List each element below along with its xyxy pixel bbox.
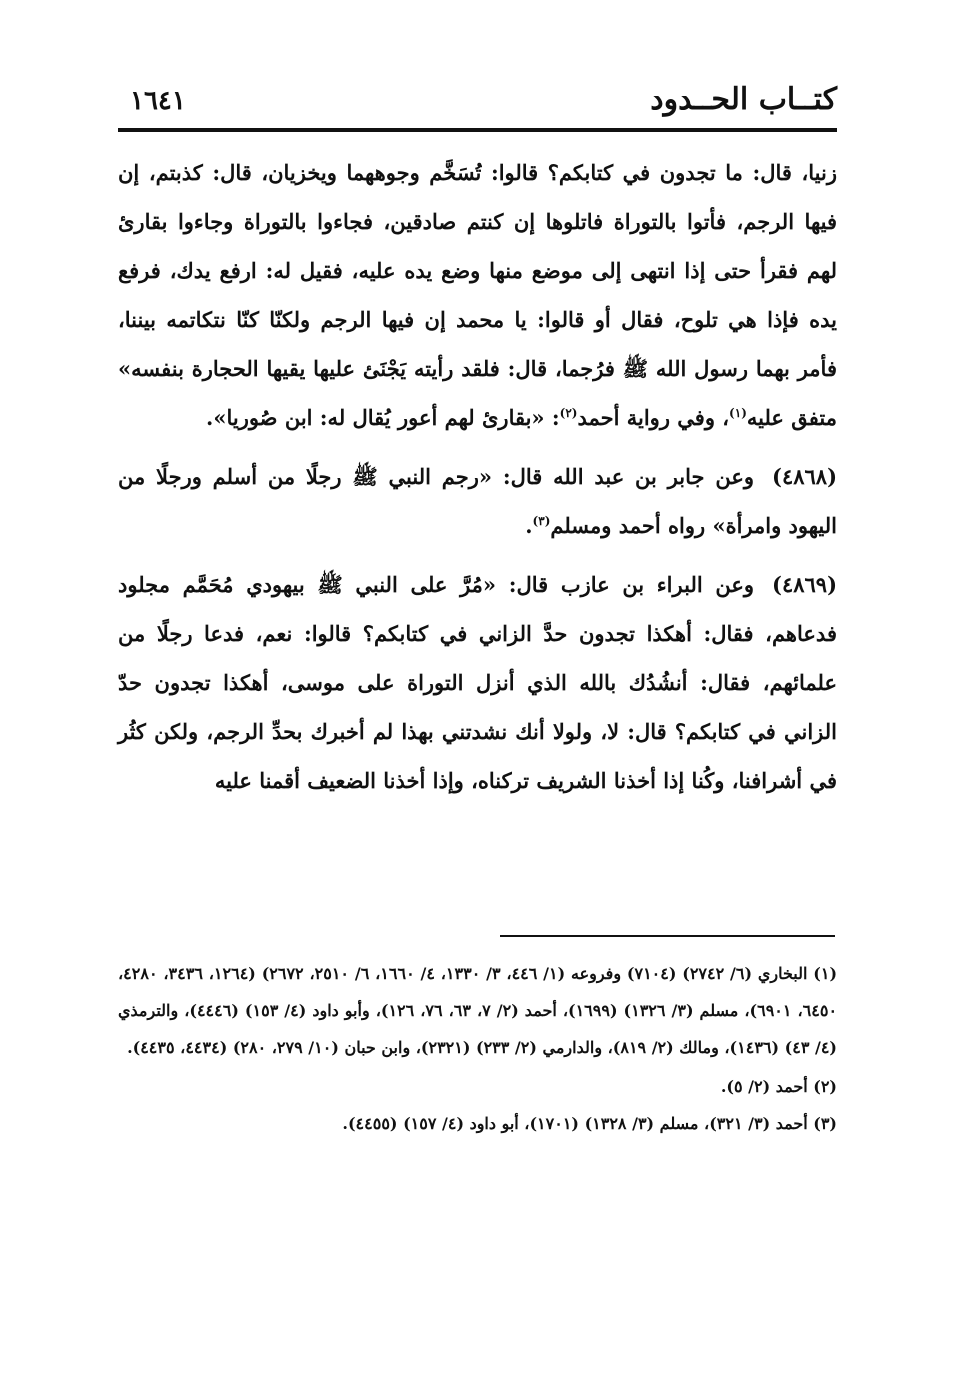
paragraph-continuation	[118, 148, 837, 442]
hadith-text: وعن البراء بن عازب قال: «مُرَّ على النبي ﷺ بيهودي مُحَمَّم مجلود فدعاهم، فقال: أهكذا تجدون حدَّ الزاني في كتابكم؟ قالوا: نعم، فدعا رجلًا من علمائهم، فقال: أنشُدُك بالله الذي أنزل التوراة على موسى، أهكذا تجدون حدّ الزاني في كتابكم؟ قال: لا، ولولا أنك نشدتني بهذا لم أخبرك بحدِّ الرجم، ولكن كثُر في أشرافنا، وكُنا إذا أخذنا الشريف تركناه، وإذا أخذنا الضعيف أقمنا عليه	[118, 572, 837, 793]
hadith-4869	[118, 560, 837, 805]
hadith-number: (٤٨٦٩)	[772, 572, 837, 597]
main-text	[118, 148, 837, 805]
footnotes	[118, 955, 837, 1142]
hadith-4868	[118, 452, 837, 550]
footnote-1: (١) البخاري (٦/ ٢٧٤٢) (٧١٠٤) وفروعه (١/ ٤٤٦، ٣/ ١٣٣٠، ٤/ ١٦٦٠، ٦/ ٢٥١٠، ٢٦٧٢) (١٢٦٤، ٣٤٣٦، ٤٢٨٠، ٦٤٥٠، ٦٩٠١)، مسلم (٣/ ١٣٢٦) (١٦٩٩)، أحمد (٢/ ٧، ٦٣، ٧٦، ١٢٦)، وأبو داود (٤/ ١٥٣) (٤٤٤٦)، والترمذي (٤/ ٤٣) (١٤٣٦)، ومالك (٢/ ٨١٩)، والدارمي (٢/ ٢٣٣) (٢٣٢١)، وابن حبان (١٠/ ٢٧٩، ٢٨٠) (٤٤٣٤، ٤٤٣٥).	[118, 964, 838, 1057]
footnote-divider	[500, 935, 835, 937]
hadith-number: (٤٨٦٨)	[772, 464, 837, 489]
paragraph-text: : «بقارئ لهم أعور يُقال له: ابن صُوريا».	[206, 405, 560, 430]
paragraph-text: ، وفي رواية أحمد	[577, 405, 730, 430]
chapter-title: كتــاب الحــدود	[650, 82, 837, 117]
footnote-ref-2: (٢)	[559, 406, 578, 420]
page-number: ١٦٤١	[130, 86, 186, 116]
footnote-2: (٢) أحمد (٢/ ٥).	[720, 1077, 837, 1096]
footnote-3: (٣) أحمد (٣/ ٣٢١)، مسلم (٣/ ١٣٢٨) (١٧٠١)، أبو داود (٤/ ١٥٧) (٤٤٥٥).	[342, 1114, 837, 1133]
footnote-ref-1: (١)	[729, 406, 747, 420]
footnote-ref-3: (٣)	[532, 514, 551, 528]
hadith-text: وعن جابر بن عبد الله قال: «رجم النبي ﷺ رجلًا من أسلم ورجلًا من اليهود وامرأة» رواه أحمد ومسلم	[118, 464, 837, 538]
page-header	[118, 78, 837, 132]
hadith-end: .	[525, 513, 533, 538]
paragraph-text: زنيا، قال: ما تجدون في كتابكم؟ قالوا: تُسَخَّم وجوههما ويخزيان، قال: كذبتم، إن فيها الرجم، فأتوا بالتوراة فاتلوها إن كنتم صادقين، فجاءوا بالتوراة وجاءوا بقارئ لهم فقرأ حتى إذا انتهى إلى موضع منها وضع يده عليه، فقيل له: ارفع يدك، فرفع يده فإذا هي تلوح، فقال أو قالوا: يا محمد إن فيها الرجم ولكنّا كنّا نتكاتمه بيننا، فأمر بهما رسول الله ﷺ فرُجما، قال: فلقد رأيته يَجْنَئ عليها يقيها الحجارة بنفسه» متفق عليه	[118, 160, 837, 430]
